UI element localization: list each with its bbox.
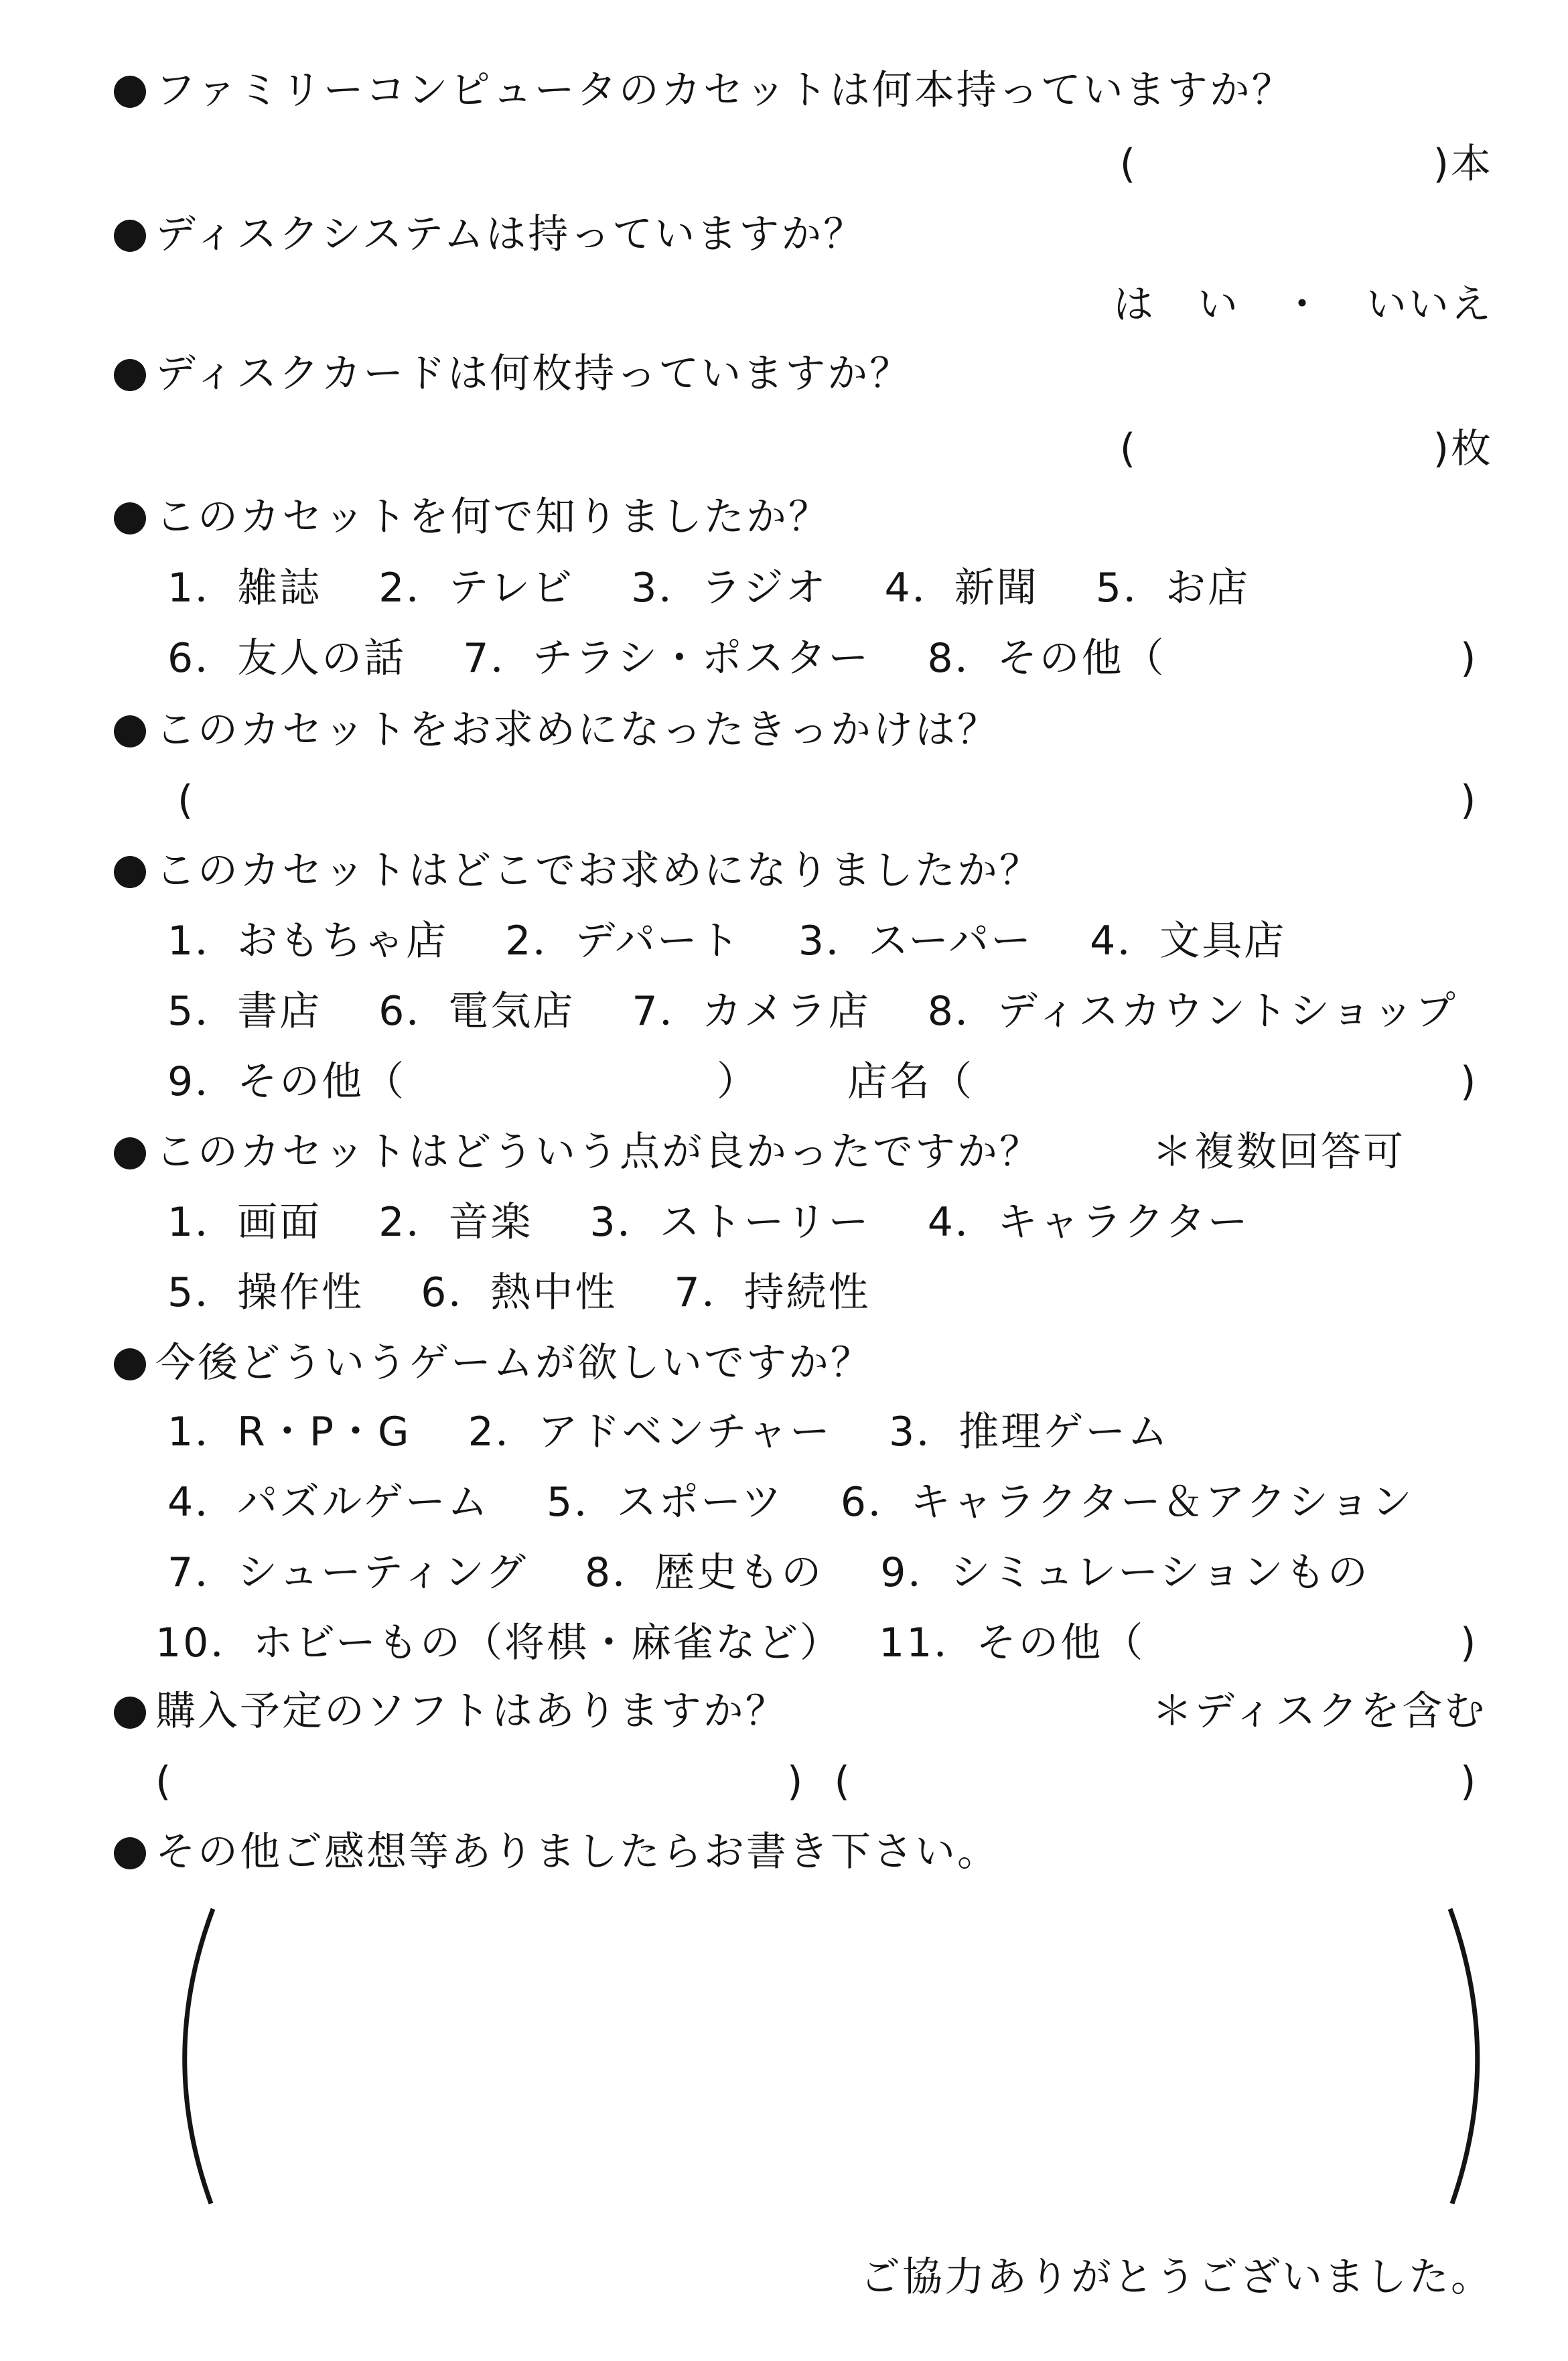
question-text: このカセットをお求めになったきっかけは？ xyxy=(155,707,999,754)
question-text: その他ご感想等ありましたらお書き下さい。 xyxy=(155,1829,999,1875)
option-store-other[interactable]: 9．その他（ xyxy=(167,1058,407,1105)
paren-open: ( xyxy=(177,777,196,824)
paren-close: ) xyxy=(1460,635,1478,682)
paren-mid: ) ( xyxy=(787,1758,852,1805)
question-text: ファミリーコンピュータのカセットは何本持っていますか？ xyxy=(155,67,1294,114)
options-genre-2[interactable]: 4．パズルゲーム 5．スポーツ 6．キャラクター＆アクション xyxy=(167,1479,1414,1526)
answer-cartridge-count[interactable]: ( )本 xyxy=(1119,141,1493,188)
paren-close: ) xyxy=(1460,1058,1478,1105)
closing-thanks: ご協力ありがとうございました。 xyxy=(860,2254,1493,2301)
options-store-2[interactable]: 5．書店 6．電気店 7．カメラ店 8．ディスカウントショップ xyxy=(167,988,1457,1035)
question-text: このカセットを何で知りましたか？ xyxy=(155,494,831,541)
options-good-points-1[interactable]: 1．画面 2．音楽 3．ストーリー 4．キャラクター xyxy=(167,1199,1250,1246)
question-text: 今後どういうゲームが欲しいですか？ xyxy=(155,1340,873,1386)
question-text: このカセットはどういう点が良かったですか？ xyxy=(155,1129,1042,1175)
answer-disk-card-count[interactable]: ( )枚 xyxy=(1119,425,1493,472)
left-bracket xyxy=(185,1909,213,2204)
paren-close: ) xyxy=(1460,1758,1478,1805)
store-name-label[interactable]: 店名（ xyxy=(847,1058,974,1105)
paren-close: ） xyxy=(717,1058,759,1105)
options-genre-3[interactable]: 7．シューティング 8．歴史もの 9．シミュレーションもの xyxy=(167,1549,1370,1596)
paren-close: ) xyxy=(1460,1620,1478,1666)
question-text: ディスクシステムは持っていますか？ xyxy=(155,211,866,258)
options-genre-1[interactable]: 1．R・P・G 2．アドベンチャー 3．推理ゲーム xyxy=(167,1409,1170,1455)
note-multiple-answers: ＊複数回答可 xyxy=(1152,1129,1405,1175)
question-text: 購入予定のソフトはありますか？ xyxy=(155,1688,788,1735)
question-text: このカセットはどこでお求めになりましたか？ xyxy=(155,847,1042,894)
right-bracket xyxy=(1450,1909,1478,2204)
options-good-points-2[interactable]: 5．操作性 6．熱中性 7．持続性 xyxy=(167,1269,871,1316)
options-how-known-1[interactable]: 1．雑誌 2．テレビ 3．ラジオ 4．新聞 5．お店 xyxy=(167,565,1250,612)
options-how-known-2[interactable]: 6．友人の話 7．チラシ・ポスター 8．その他（ xyxy=(167,635,1166,682)
question-text: ディスクカードは何枚持っていますか？ xyxy=(155,350,912,397)
paren-close: ) xyxy=(1460,777,1478,824)
options-genre-4[interactable]: 10．ホビーもの（将棋・麻雀など） 11．その他（ xyxy=(155,1620,1145,1666)
options-store-1[interactable]: 1．おもちゃ店 2．デパート 3．スーパー 4．文具店 xyxy=(167,918,1287,964)
paren-open: ( xyxy=(155,1758,173,1805)
note-includes-disk: ＊ディスクを含む xyxy=(1152,1688,1487,1735)
answer-yes-no[interactable]: は い ・ いいえ xyxy=(1113,281,1493,328)
